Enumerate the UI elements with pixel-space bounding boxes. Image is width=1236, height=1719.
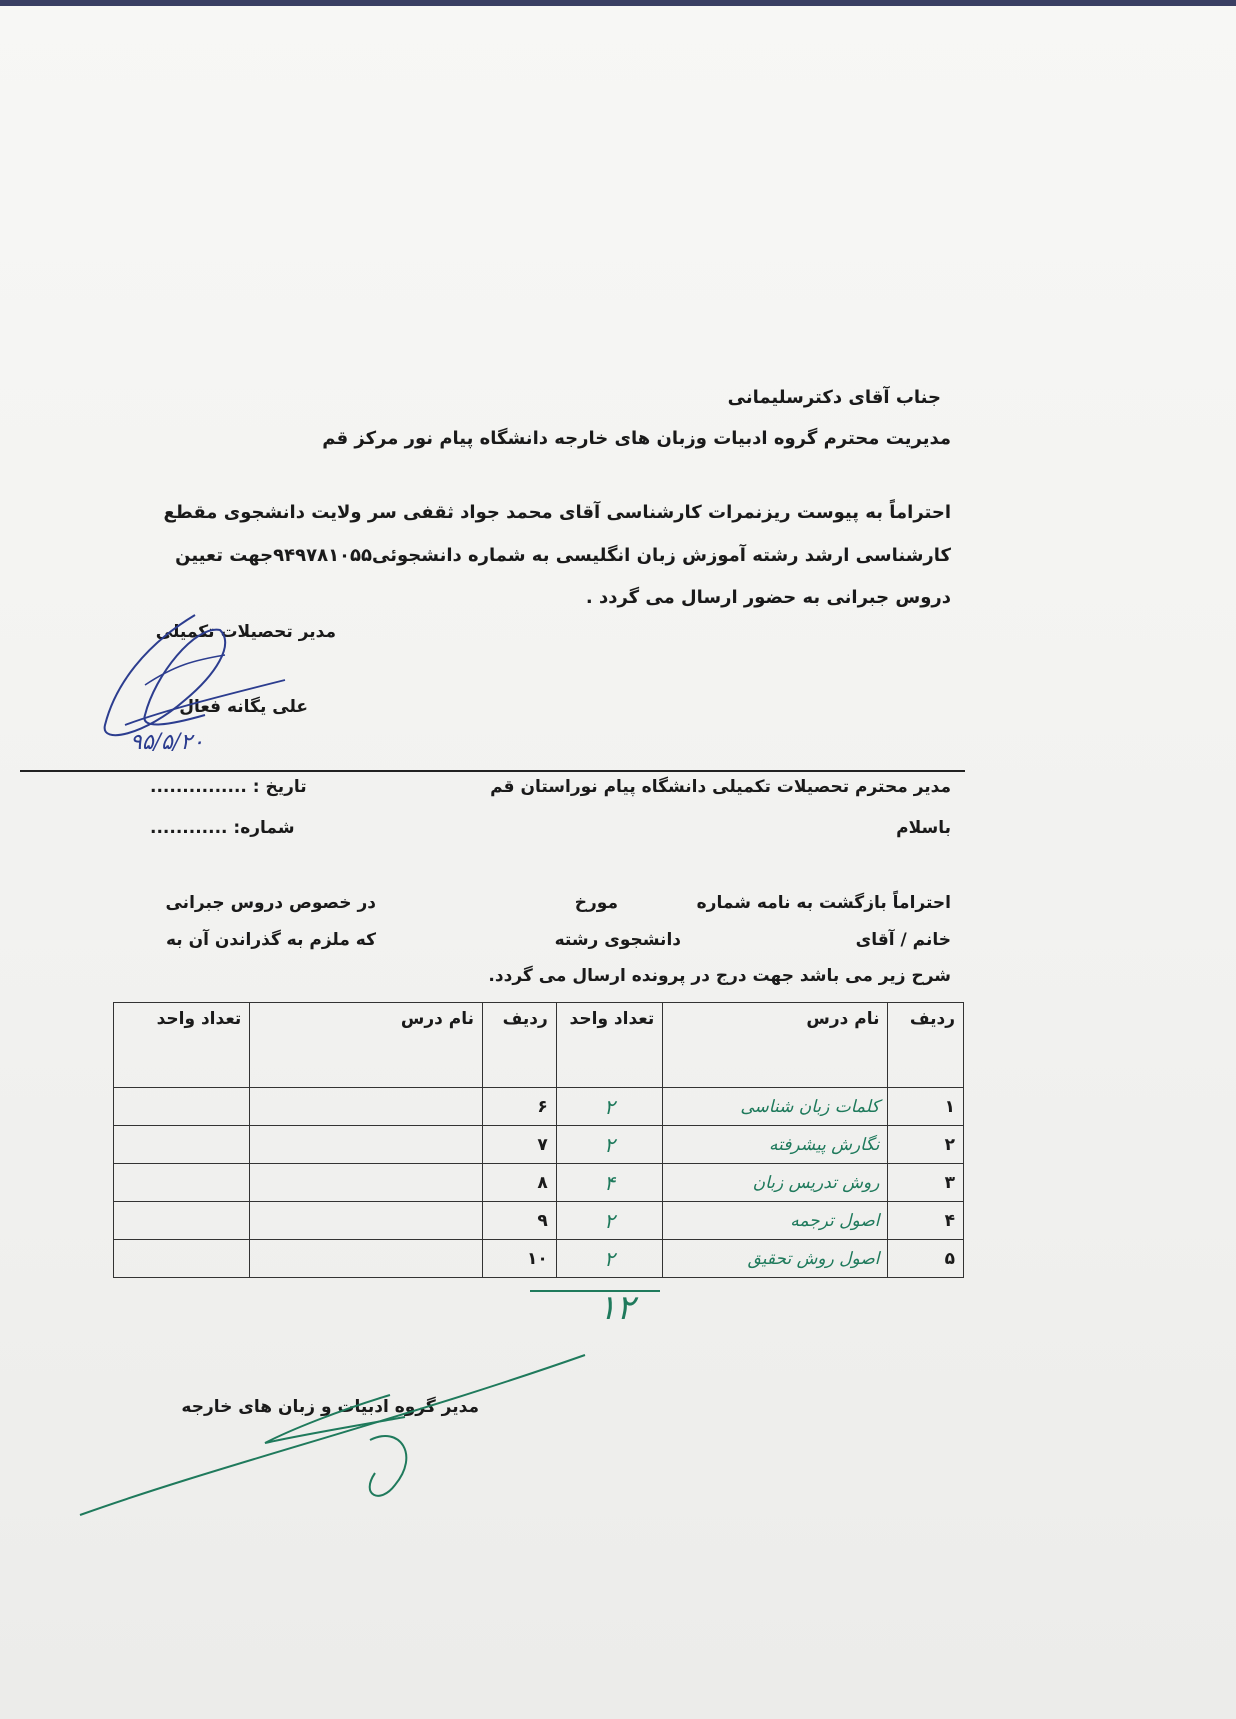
reply-line1-part2: مورخ xyxy=(574,893,618,913)
handwritten-date: ۹۵/۵/۲۰ xyxy=(130,730,204,755)
date-field: تاریخ : ............... xyxy=(150,777,307,797)
table-row xyxy=(114,1240,964,1278)
table-row xyxy=(114,1164,964,1202)
course-units: ۲ xyxy=(556,1126,663,1164)
course-name xyxy=(250,1164,483,1202)
row-number: ۴ xyxy=(888,1202,964,1240)
course-units: ۲ xyxy=(556,1202,663,1240)
course-name: اصول روش تحقیق xyxy=(663,1240,888,1278)
reply-line2-part2: دانشجوی رشته xyxy=(554,930,681,950)
department-head-title: مدیر گروه ادبیات و زبان های خارجه xyxy=(181,1397,479,1417)
course-units xyxy=(114,1126,250,1164)
row-number: ۷ xyxy=(483,1126,557,1164)
course-units xyxy=(114,1240,250,1278)
row-number: ۱ xyxy=(888,1088,964,1126)
table-row xyxy=(114,1088,964,1126)
greeting: باسلام xyxy=(896,818,951,838)
number-field: شماره: ............ xyxy=(150,818,295,838)
body-line-2: کارشناسی ارشد رشته آموزش زبان انگلیسی به شماره دانشجوئی۹۴۹۷۸۱۰۵۵جهت تعیین xyxy=(175,545,951,566)
table-header-row xyxy=(114,1003,964,1088)
course-units: ۲ xyxy=(556,1088,663,1126)
row-number: ۹ xyxy=(483,1202,557,1240)
header-units-2: تعداد واحد xyxy=(114,1003,250,1088)
course-units xyxy=(114,1164,250,1202)
course-name: نگارش پیشرفته xyxy=(663,1126,888,1164)
row-number: ۲ xyxy=(888,1126,964,1164)
course-name xyxy=(250,1202,483,1240)
department-head-signature xyxy=(70,1345,610,1525)
scan-top-edge xyxy=(0,0,1236,6)
header-units: تعداد واحد xyxy=(556,1003,663,1088)
total-underline xyxy=(530,1290,660,1292)
salutation: جناب آقای دکترسلیمانی xyxy=(727,387,941,408)
section-divider xyxy=(20,770,965,772)
table-row xyxy=(114,1126,964,1164)
course-units xyxy=(114,1088,250,1126)
course-name: روش تدریس زبان xyxy=(663,1164,888,1202)
reply-line3: شرح زیر می باشد جهت درج در پرونده ارسال می گردد. xyxy=(488,966,951,986)
recipient-line: مدیریت محترم گروه ادبیات وزبان های خارجه دانشگاه پیام نور مرکز قم xyxy=(322,428,951,449)
course-name xyxy=(250,1126,483,1164)
reply-line1-part3: در خصوص دروس جبرانی xyxy=(165,893,376,913)
course-name: کلمات زبان شناسی xyxy=(663,1088,888,1126)
course-units xyxy=(114,1202,250,1240)
row-number: ۶ xyxy=(483,1088,557,1126)
reply-recipient: مدیر محترم تحصیلات تکمیلی دانشگاه پیام نوراستان قم xyxy=(490,777,951,797)
body-line-1: احتراماً به پیوست ریزنمرات کارشناسی آقای محمد جواد ثقفی سر ولایت دانشجوی مقطع xyxy=(163,502,951,523)
body-line-3: دروس جبرانی به حضور ارسال می گردد . xyxy=(585,587,951,608)
signatory-title: مدیر تحصیلات تکمیلی xyxy=(155,622,336,642)
row-number: ۵ xyxy=(888,1240,964,1278)
row-number: ۳ xyxy=(888,1164,964,1202)
header-course-name: نام درس xyxy=(663,1003,888,1088)
course-units: ۴ xyxy=(556,1164,663,1202)
row-number: ۱۰ xyxy=(483,1240,557,1278)
table-row xyxy=(114,1202,964,1240)
header-row-number: ردیف xyxy=(888,1003,964,1088)
course-name xyxy=(250,1088,483,1126)
course-name: اصول ترجمه xyxy=(663,1202,888,1240)
reply-line1-part1: احتراماً بازگشت به نامه شماره xyxy=(696,893,951,913)
course-name xyxy=(250,1240,483,1278)
reply-line2-part1: خانم / آقای xyxy=(855,930,951,950)
reply-line2-part3: که ملزم به گذراندن آن به xyxy=(165,930,376,950)
signatory-name: علی یگانه فعال xyxy=(179,697,308,717)
header-row-number-2: ردیف xyxy=(483,1003,557,1088)
row-number: ۸ xyxy=(483,1164,557,1202)
courses-table xyxy=(113,1002,964,1278)
handwritten-total: ۱۲ xyxy=(598,1288,635,1328)
course-units: ۲ xyxy=(556,1240,663,1278)
header-course-name-2: نام درس xyxy=(250,1003,483,1088)
